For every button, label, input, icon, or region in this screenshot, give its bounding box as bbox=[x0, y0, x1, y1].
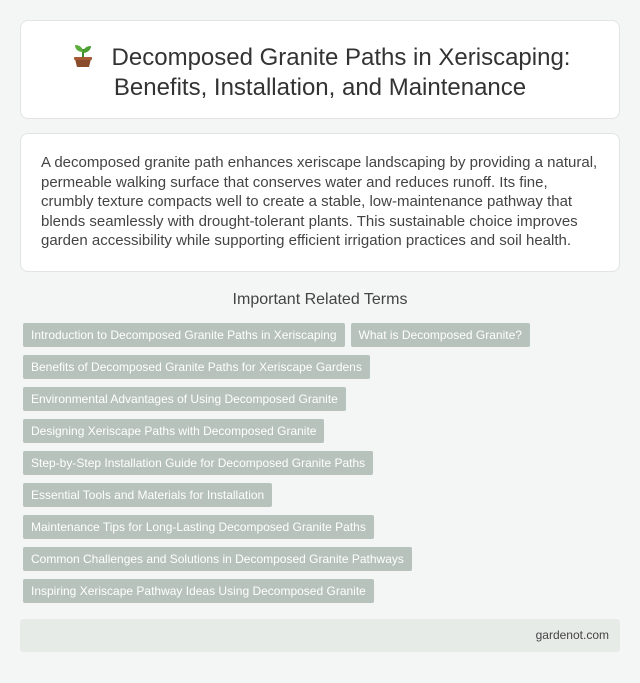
term-tag[interactable]: Essential Tools and Materials for Installation bbox=[23, 483, 272, 507]
intro-paragraph: A decomposed granite path enhances xeriscape landscaping by providing a natural, permeable walking surface that conserves water and reduces runoff. Its fine, crumbly texture compacts well to create a stable, low-maintenance pathway that blends seamlessly with drought-tolerant plants. This sustainable choice improves garden accessibility while supporting efficient irrigation practices and soil health. bbox=[41, 154, 598, 249]
title-line-2: Benefits, Installation, and Maintenance bbox=[113, 74, 527, 101]
title-line-1: Decomposed Granite Paths in Xeriscaping: bbox=[111, 44, 571, 71]
term-tag[interactable]: Maintenance Tips for Long-Lasting Decomposed Granite Paths bbox=[23, 515, 374, 539]
footer-site-link[interactable]: gardenot.com bbox=[535, 628, 609, 642]
term-tag[interactable]: Step-by-Step Installation Guide for Decomposed Granite Paths bbox=[23, 451, 373, 475]
term-tag[interactable]: What is Decomposed Granite? bbox=[351, 323, 530, 347]
term-tag[interactable]: Introduction to Decomposed Granite Paths in Xeriscaping bbox=[23, 323, 345, 347]
term-tag[interactable]: Common Challenges and Solutions in Decomposed Granite Pathways bbox=[23, 547, 412, 571]
related-terms-heading: Important Related Terms bbox=[232, 291, 408, 308]
page-title bbox=[21, 43, 619, 103]
term-tag[interactable]: Inspiring Xeriscape Pathway Ideas Using Decomposed Granite bbox=[23, 579, 374, 603]
footer bbox=[20, 619, 620, 652]
term-tag[interactable]: Benefits of Decomposed Granite Paths for Xeriscape Gardens bbox=[23, 355, 370, 379]
intro-card bbox=[20, 133, 620, 272]
related-terms-list bbox=[23, 323, 613, 603]
term-tag[interactable]: Designing Xeriscape Paths with Decomposed Granite bbox=[23, 419, 324, 443]
term-tag[interactable]: Environmental Advantages of Using Decomposed Granite bbox=[23, 387, 346, 411]
title-card bbox=[20, 20, 620, 119]
sprout-icon bbox=[70, 43, 96, 69]
